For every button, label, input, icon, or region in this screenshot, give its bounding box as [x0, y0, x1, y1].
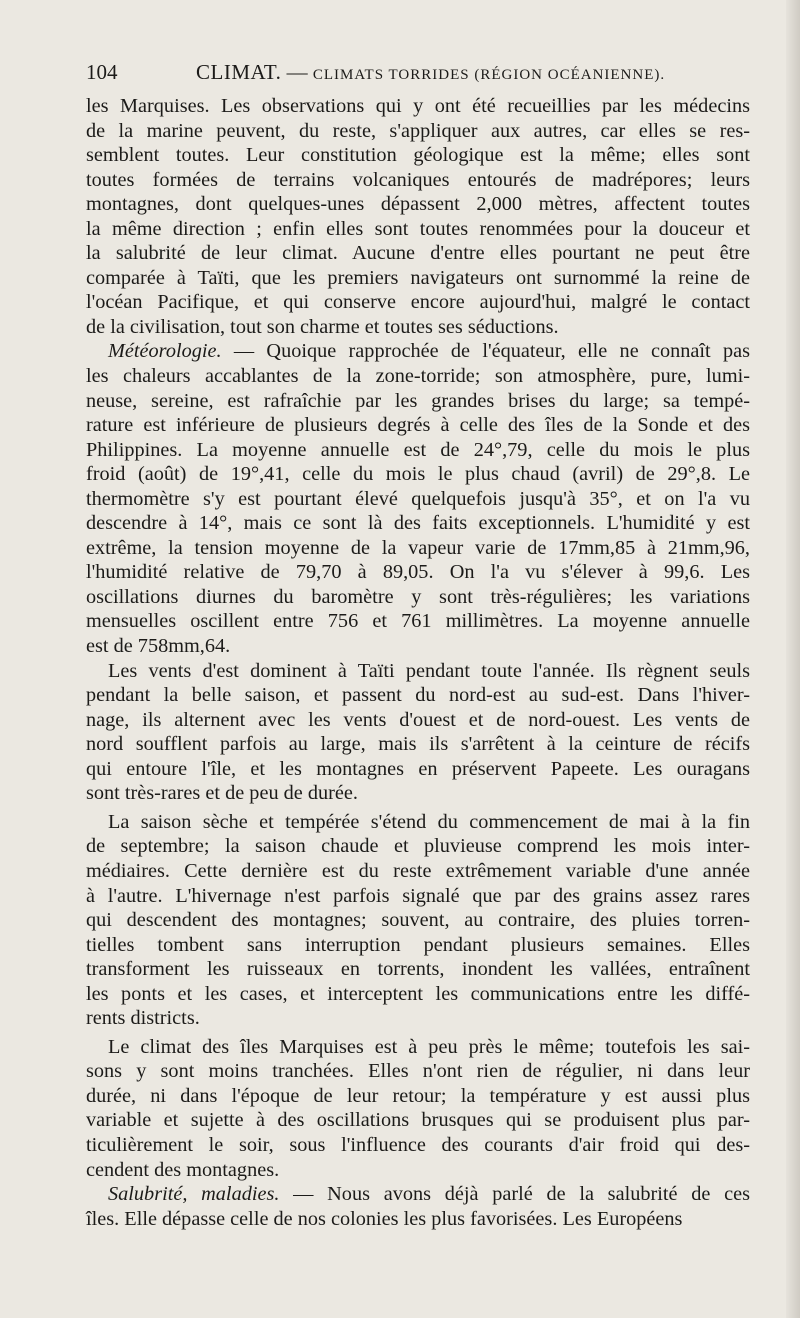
text-line: oscillations diurnes du baromètre y sont très-régulières; les variations	[86, 585, 750, 608]
section-heading: Météorologie.	[108, 340, 222, 363]
text-line: Les vents d'est dominent à Taïti pendant toute l'année. Ils règnent seuls	[108, 659, 750, 682]
text-line: à l'autre. L'hivernage n'est parfois signalé que par des grains assez rares	[86, 884, 750, 907]
page-number: 104	[86, 60, 118, 84]
page-edge-shadow	[786, 0, 800, 1318]
text-line: thermomètre s'y est pourtant élevé quelquefois jusqu'à 35°, et on l'a vu	[86, 487, 750, 510]
text-line: extrême, la tension moyenne de la vapeur varie de 17mm,85 à 21mm,96,	[86, 536, 750, 559]
text-line: les ponts et les cases, et interceptent les communications entre les diffé-	[86, 982, 750, 1005]
text-line: de la marine peuvent, du reste, s'appliquer aux autres, car elles se res-	[86, 119, 750, 142]
text-line: comparée à Taïti, que les premiers navigateurs ont surnommé la reine de	[86, 266, 750, 289]
text-line: cendent des montagnes.	[86, 1158, 280, 1181]
text-line: La saison sèche et tempérée s'étend du commencement de mai à la fin	[108, 810, 750, 833]
section-heading: Salubrité, maladies.	[108, 1183, 280, 1206]
text-line: semblent toutes. Leur constitution géologique est la même; elles sont	[86, 144, 750, 167]
text-line: variable et sujette à des oscillations brusques qui se produisent plus par-	[86, 1109, 750, 1132]
text-line: est de 758mm,64.	[86, 635, 231, 658]
text-line: nage, ils alternent avec les vents d'ouest et de nord-ouest. Les vents de	[86, 708, 750, 731]
text-line: Le climat des îles Marquises est à peu près le même; toutefois les sai-	[108, 1035, 750, 1058]
header-dash: —	[286, 60, 308, 84]
text-line: tielles tombent sans interruption pendant plusieurs semaines. Elles	[86, 933, 750, 956]
text-line: rature est inférieure de plusieurs degrés à celle des îles de la Sonde et des	[86, 414, 750, 437]
text-line: la même direction ; enfin elles sont toutes renommées pour la douceur et	[86, 217, 750, 240]
page-body	[86, 94, 750, 1231]
paragraph	[86, 94, 750, 339]
text-line: sont très-rares et de peu de durée.	[86, 782, 358, 805]
header-title: CLIMAT.	[196, 60, 282, 84]
paragraph	[86, 810, 750, 1031]
text-line: toutes formées de terrains volcaniques entourés de madrépores; leurs	[86, 168, 750, 191]
text-line: Philippines. La moyenne annuelle est de 24°,79, celle du mois le plus	[86, 438, 750, 461]
text-line: rents districts.	[86, 1007, 200, 1030]
paragraph	[86, 339, 750, 658]
text-line: descendre à 14°, mais ce sont là des faits exceptionnels. L'humidité y est	[86, 512, 750, 535]
text-line: neuse, sereine, est rafraîchie par les grandes brises du large; sa tempé-	[86, 389, 750, 412]
text-line: médiaires. Cette dernière est du reste extrêmement variable d'une année	[86, 859, 750, 882]
text-line: les chaleurs accablantes de la zone-torride; son atmosphère, pure, lumi-	[86, 365, 750, 388]
text-line: sons y sont moins tranchées. Elles n'ont rien de régulier, ni dans leur	[86, 1060, 750, 1083]
text-line: qui entoure l'île, et les montagnes en préservent Papeete. Les ouragans	[86, 757, 750, 780]
text-line: durée, ni dans l'époque de leur retour; la température y est aussi plus	[86, 1084, 750, 1107]
text-line: nord soufflent parfois au large, mais ils s'arrêtent à la ceinture de récifs	[86, 733, 750, 756]
header-subtitle: CLIMATS TORRIDES (RÉGION OCÉANIENNE).	[312, 67, 666, 83]
text-line: l'océan Pacifique, et qui conserve encore aujourd'hui, malgré le contact	[86, 291, 750, 314]
text-line: froid (août) de 19°,41, celle du mois le plus chaud (avril) de 29°,8. Le	[86, 463, 750, 486]
text-line: ticulièrement le soir, sous l'influence des courants d'air froid qui des-	[86, 1133, 750, 1156]
text-line: Salubrité, maladies. — Nous avons déjà parlé de la salubrité de ces	[108, 1183, 750, 1206]
text-line: montagnes, dont quelques-unes dépassent 2,000 mètres, affectent toutes	[86, 193, 750, 216]
paragraph	[86, 659, 750, 806]
running-header	[86, 60, 750, 85]
text-line: qui descendent des montagnes; souvent, au contraire, des pluies torren-	[86, 909, 750, 932]
paragraph	[86, 1182, 750, 1231]
text-line: de la civilisation, tout son charme et toutes ses séductions.	[86, 315, 559, 338]
paragraph	[86, 1035, 750, 1182]
text-line: Météorologie. — Quoique rapprochée de l'équateur, elle ne connaît pas	[108, 340, 750, 363]
text-line: mensuelles oscillent entre 756 et 761 millimètres. La moyenne annuelle	[86, 610, 750, 633]
text-line: l'humidité relative de 79,70 à 89,05. On l'a vu s'élever à 99,6. Les	[86, 561, 750, 584]
text-line: les Marquises. Les observations qui y ont été recueillies par les médecins	[86, 95, 750, 117]
text-line: transforment les ruisseaux en torrents, inondent les vallées, entraînent	[86, 958, 750, 981]
text-line: pendant la belle saison, et passent du nord-est au sud-est. Dans l'hiver-	[86, 684, 750, 707]
text-line: la salubrité de leur climat. Aucune d'entre elles pourtant ne peut être	[86, 242, 750, 265]
text-line: îles. Elle dépasse celle de nos colonies les plus favorisées. Les Européens	[86, 1207, 683, 1230]
text-line: de septembre; la saison chaude et pluvieuse comprend les mois inter-	[86, 835, 750, 858]
